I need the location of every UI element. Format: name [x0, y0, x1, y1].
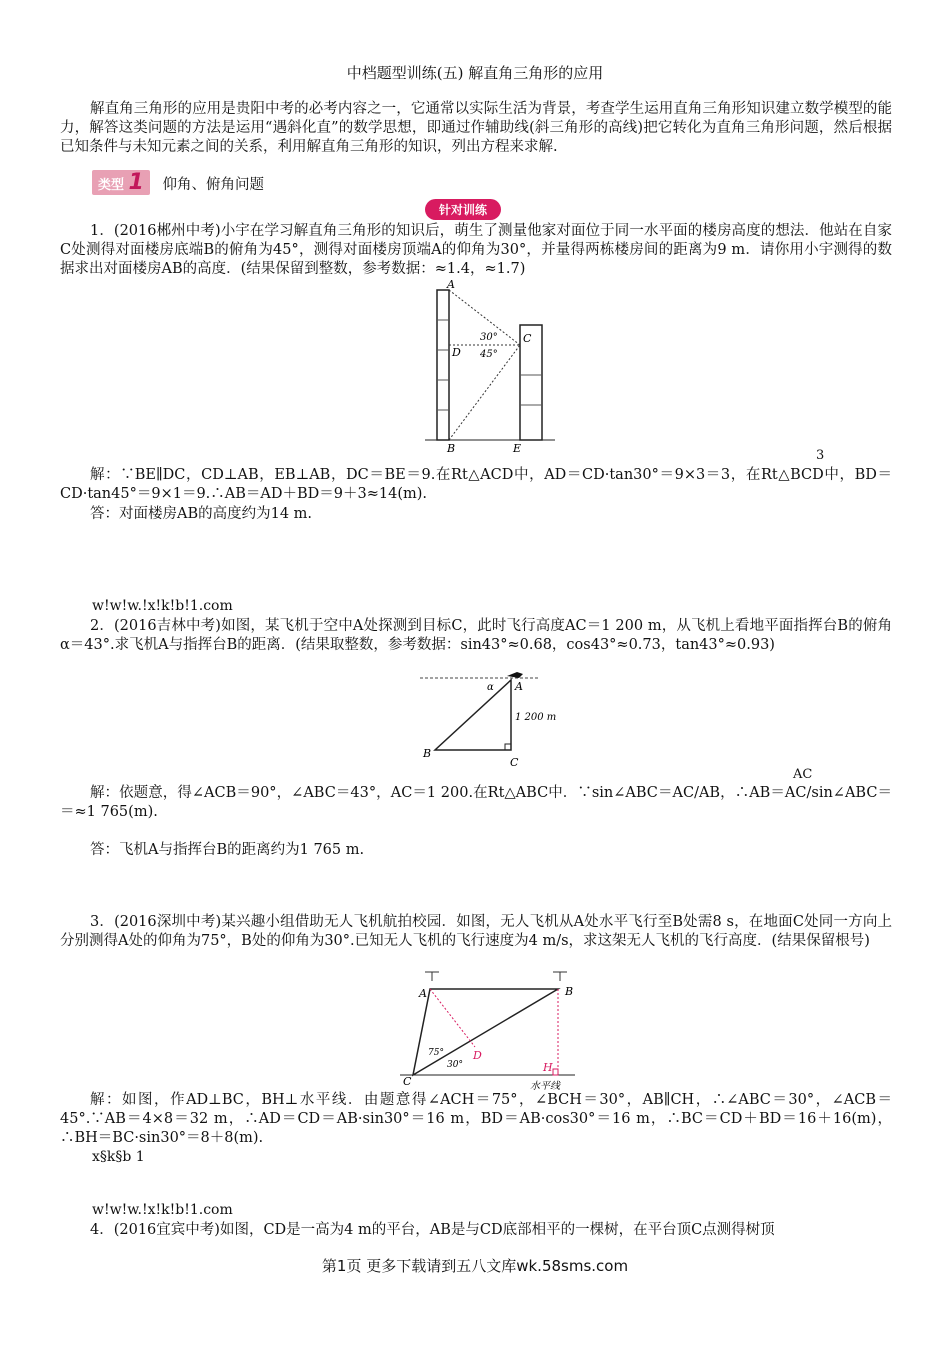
drone-icon	[425, 972, 567, 981]
label-b: B	[447, 442, 456, 455]
building-ab	[437, 290, 449, 440]
problem3-solution: 解：如图，作AD⊥BC，BH⊥水平线．由题意得∠ACH＝75°，∠BCH＝30°，AB∥CH，∴∠ABC＝30°，∠ACB＝45°.∵AB＝4×8＝32 m，∴AD＝CD＝AB·sin30°＝16 m，BD＝AB·cos30°＝16 m，∴BC＝CD＋BD＝16＋16(m)，∴BH＝BC·sin30°＝8＋8(m).	[60, 1092, 892, 1146]
label-d: D	[452, 346, 461, 359]
angle-30: 30°	[480, 332, 498, 343]
label-c: C	[523, 332, 532, 345]
label-b3: B	[565, 985, 574, 998]
fraction-ac-top: AC	[793, 767, 813, 782]
label-height: 1 200 m	[515, 712, 557, 723]
watermark-text-1: w!w!w.!x!k!b!1.com	[92, 598, 233, 614]
problem1-figure	[425, 280, 565, 455]
fraction-numerator-3: 3	[816, 448, 825, 463]
problem2-answer: 答：飞机A与指挥台B的距离约为1 765 m.	[90, 842, 365, 858]
triangle-abc	[435, 680, 511, 750]
angle-45: 45°	[480, 349, 498, 360]
page-title: 中档题型训练(五) 解直角三角形的应用	[346, 64, 604, 82]
angle-30-3: 30°	[447, 1060, 463, 1070]
problem1-question: 1．(2016郴州中考)小宇在学习解直角三角形的知识后，萌生了测量他家对面位于同一水平面的楼房高度的想法．他站在自家C处测得对面楼房底端B的俯角为45°，测得对面楼房顶端A的仰角为30°，并量得两栋楼房间的距离为9 m．请你用小宇测得的数据求出对面楼房AB的高度．(结果保留到整数，参考数据：≈1.4，≈1.7)	[60, 223, 892, 277]
label-h: H	[543, 1061, 553, 1074]
label-d3: D	[473, 1049, 482, 1062]
type1-heading	[92, 170, 264, 195]
ground-label: 水平线	[530, 1081, 560, 1092]
label-e: E	[513, 442, 522, 455]
problem3-question: 3．(2016深圳中考)某兴趣小组借助无人飞机航拍校园．如图，无人飞机从A处水平飞行至B处需8 s，在地面C处同一方向上分别测得A处的仰角为75°，B处的仰角为30°.已知无人飞机的飞行速度为4 m/s，求这架无人飞机的飞行高度．(结果保留根号)	[60, 914, 892, 949]
label-c3: C	[403, 1075, 412, 1088]
label-c2: C	[510, 756, 519, 769]
intro-paragraph: 解直角三角形的应用是贵阳中考的必考内容之一，它通常以实际生活为背景，考查学生运用直角三角形知识建立数学模型的能力，解答这类问题的方法是运用“遇斜化直”的数学思想，即通过作辅助线(斜三角形的高线)把它转化为直角三角形问题，然后根据已知条件与未知元素之间的关系，利用解直角三角形的知识，列出方程来求解.	[60, 101, 892, 155]
problem2-solution: 解：依题意，得∠ACB＝90°，∠ABC＝43°，AC＝1 200.在Rt△ABC中．∵sin∠ABC＝AC/AB，∴AB＝AC/sin∠ABC＝＝≈1 765(m).	[60, 785, 892, 820]
problem2-figure	[415, 672, 557, 772]
type1-label: 仰角、俯角问题	[162, 177, 264, 193]
label-b2: B	[423, 747, 432, 760]
watermark-text-2: w!w!w.!x!k!b!1.com	[92, 1202, 233, 1218]
label-alpha: α	[487, 682, 494, 693]
label-a3: A	[419, 987, 427, 1000]
page-footer: 第1页 更多下载请到五八文库wk.58sms.com	[321, 1257, 629, 1275]
triangle-abc-3	[413, 989, 558, 1075]
training-badge: 针对训练	[425, 199, 501, 220]
airplane-icon	[507, 672, 523, 678]
watermark-text-3: x§k§b 1	[92, 1149, 145, 1165]
label-a: A	[447, 278, 455, 291]
type-tag: 类型 1	[92, 170, 150, 195]
problem3-figure	[395, 967, 580, 1092]
problem2-question: 2．(2016吉林中考)如图，某飞机于空中A处探测到目标C，此时飞行高度AC＝1 200 m，从飞机上看地平面指挥台B的俯角α＝43°.求飞机A与指挥台B的距离．(结果取整数，参考数据：sin43°≈0.68，cos43°≈0.73，tan43°≈0.93)	[60, 618, 892, 653]
problem4-question: 4．(2016宜宾中考)如图，CD是一高为4 m的平台，AB是与CD底部相平的一棵树，在平台顶C点测得树顶	[90, 1222, 775, 1238]
angle-75: 75°	[428, 1048, 444, 1058]
label-a2: A	[515, 680, 523, 693]
problem1-answer: 答：对面楼房AB的高度约为14 m.	[90, 506, 313, 522]
problem1-solution: 解：∵BE∥DC，CD⊥AB，EB⊥AB，DC＝BE＝9.在Rt△ACD中，AD＝CD·tan30°＝9×3＝3，在Rt△BCD中，BD＝CD·tan45°＝9×1＝9.∴AB＝AD＋BD＝9＋3≈14(m).	[60, 467, 892, 502]
